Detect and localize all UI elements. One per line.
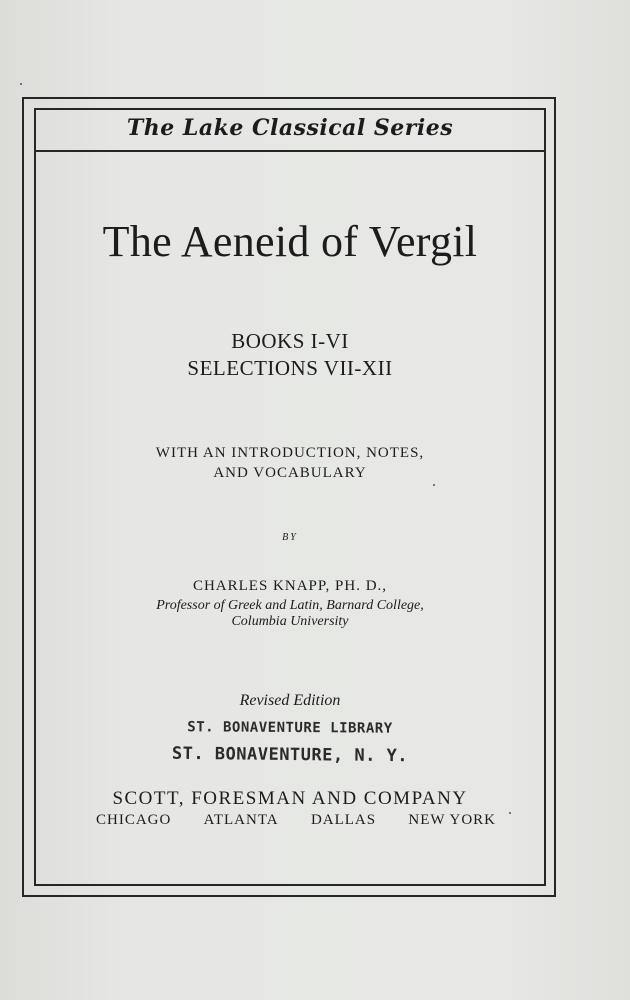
paper-speck [20,83,22,85]
edition-label: Revised Edition [239,692,341,709]
intro-line-1: WITH AN INTRODUCTION, NOTES, [155,445,425,461]
by-line: BY [282,532,298,543]
city-dallas: DALLAS [310,812,377,828]
paper-speck [509,812,511,814]
books-line: BOOKS I-VI [231,329,349,353]
intro-line-2: AND VOCABULARY [213,465,367,481]
publisher-cities [96,812,496,829]
city-new-york: NEW YORK [408,812,496,828]
city-chicago: CHICAGO [96,812,172,828]
author-name: CHARLES KNAPP, PH. D., [192,578,388,594]
city-atlanta: ATLANTA [203,812,279,828]
publisher-name: SCOTT, FORESMAN AND COMPANY [112,788,468,809]
author-affiliation-2: Columbia University [231,614,349,629]
book-title: The Aeneid of Vergil [102,217,478,266]
series-title: The Lake Classical Series [126,115,454,141]
paper-speck [433,484,435,486]
series-divider [36,150,544,152]
author-affiliation-1: Professor of Greek and Latin, Barnard College, [156,598,424,613]
library-stamp-line-1: ST. BONAVENTURE LIBRARY [187,719,393,737]
library-stamp-line-2: ST. BONAVENTURE, N. Y. [171,743,409,767]
selections-line: SELECTIONS VII-XII [187,356,393,380]
